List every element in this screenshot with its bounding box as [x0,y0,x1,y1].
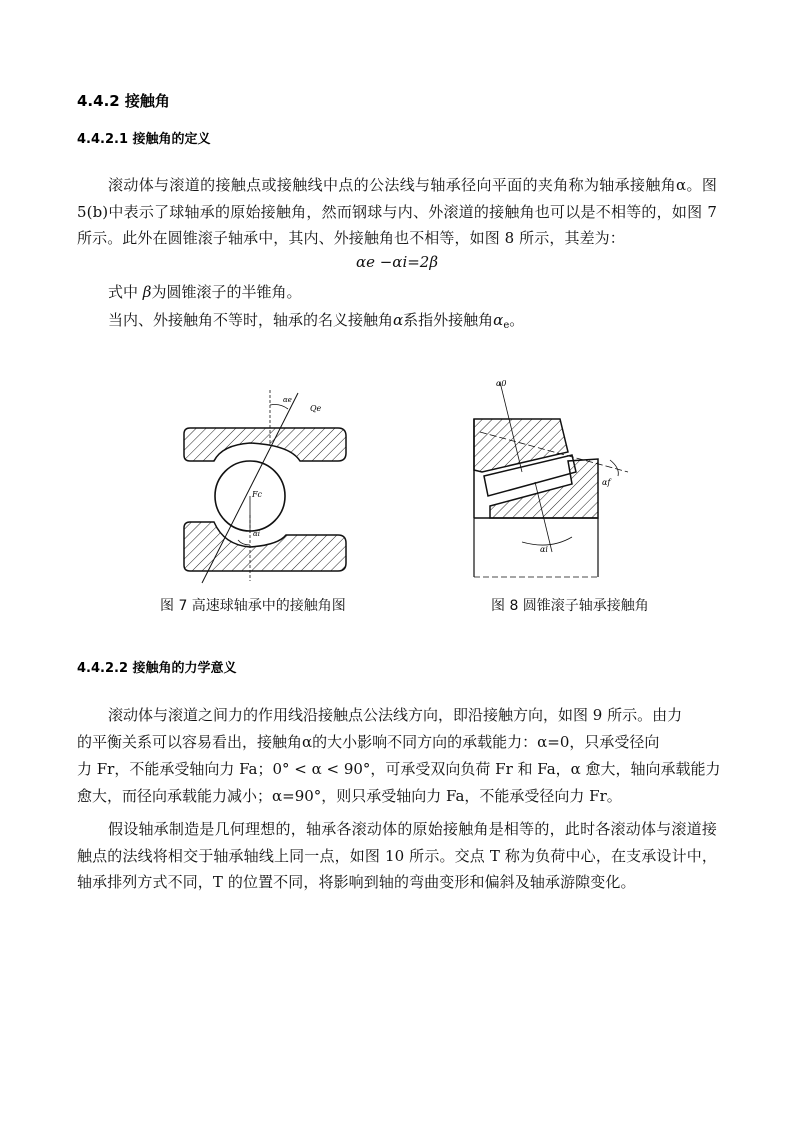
subsection-heading-definition: 4.4.2.1 接触角的定义 [77,132,211,147]
alpha-e-label: αe [283,396,292,404]
alpha-i-label: αi [253,530,260,538]
line-nominal-mid: 系指外接触角 [403,311,494,329]
alpha-0-label: α0 [496,379,507,388]
line-nominal-end: 。 [509,311,525,329]
paragraph-mechanics-line-2: 的平衡关系可以容易看出，接触角α的大小影响不同方向的承载能力：α=0，只承受径向 [77,733,660,751]
alpha-e-symbol: α [493,311,504,329]
section-heading: 4.4.2 接触角 [77,92,170,110]
paragraph-mechanics-line-1: 滚动体与滚道之间力的作用线沿接触点公法线方向，即沿接触方向，如图 9 所示。由力 [108,706,683,724]
figure-7-ball-bearing-diagram [150,385,380,595]
line-nominal-angle [108,309,748,331]
line-beta-suffix: 为圆锥滚子的半锥角。 [151,283,302,301]
qe-label: Qe [310,404,322,413]
figure-8-caption: 图 8 圆锥滚子轴承接触角 [491,598,649,614]
inner-ring [184,522,346,571]
line-beta-definition [108,281,748,302]
paragraph-mechanics-line-3: 力 Fr，不能承受轴向力 Fa；0° < α < 90°，可承受双向负荷 Fr 和 Fa，α 愈大，轴向承载能力 [77,760,721,778]
paragraph-definition: 滚动体与滚道的接触点或接触线中点的公法线与轴承径向平面的夹角称为轴承接触角α。图 5(b)中表示了球轴承的原始接触角，然而钢球与内、外滚道的接触角也可以是不相等的，如图 7 所示。此外在圆锥滚子轴承中，其内、外接触角也不相等，如图 8 所示，其差为： [77,176,717,247]
outer-ring [184,428,346,461]
alpha-f-arc [610,460,618,476]
alpha-e-arc [270,405,288,410]
alpha-i-label: αi [540,545,548,554]
formula-contact-angle-difference: αe −αi=2β [355,253,439,271]
alpha-f-label: αf [602,478,611,487]
paragraph-mechanics-line-4: 愈大，而径向承载能力减小；α=90°，则只承受轴向力 Fa，不能承受径向力 Fr。 [77,787,622,805]
alpha-symbol: α [393,311,404,329]
alpha-e-subscript: e [503,320,510,331]
line-beta-prefix: 式中 [108,283,143,301]
beta-symbol: β [142,283,152,301]
paragraph-load-center: 假设轴承制造是几何理想的，轴承各滚动体的原始接触角是相等的，此时各滚动体与滚道接触点的法线将相交于轴承轴线上同一点，如图 10 所示。交点 T 称为负荷中心，在支承设计中，轴承排列方式不同，T 的位置不同，将影响到轴的弯曲变形和偏斜及轴承游隙变化。 [77,820,717,891]
subsection-heading-mechanics: 4.4.2.2 接触角的力学意义 [77,661,237,676]
figure-8-tapered-roller-diagram [460,372,640,587]
line-nominal-prefix: 当内、外接触角不等时，轴承的名义接触角 [108,311,394,329]
alpha-i-arc [522,537,572,545]
figure-7-caption: 图 7 高速球轴承中的接触角图 [160,598,346,614]
alpha-i-arc [238,540,250,545]
fc-label: Fc [252,490,263,499]
